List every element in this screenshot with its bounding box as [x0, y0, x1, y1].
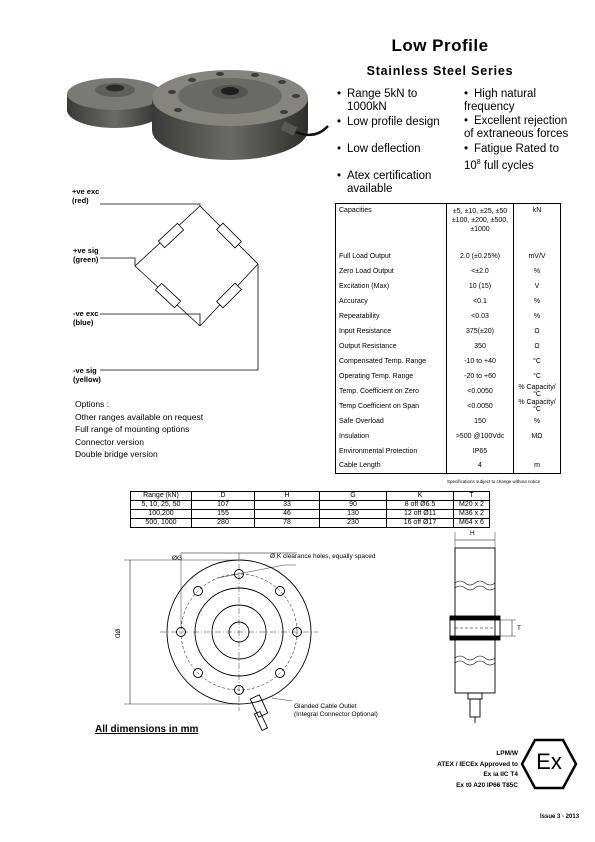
spec-unit: %: [514, 294, 561, 309]
spec-label: Excitation (Max): [336, 279, 447, 294]
spec-label: Cable Length: [336, 459, 447, 474]
page-title: Low Profile: [391, 36, 489, 55]
table-row: [336, 399, 561, 414]
spec-value: <±2.0: [447, 264, 514, 279]
spec-label: Compensated Temp. Range: [336, 354, 447, 369]
column-header: T: [454, 492, 490, 501]
spec-value: <0.1: [447, 294, 514, 309]
spec-note: Specifications subject to change without notice: [447, 479, 541, 484]
dimensions-note: All dimensions in mm: [95, 724, 199, 735]
spec-label: Accuracy: [336, 294, 447, 309]
table-row: [131, 501, 490, 510]
table-row: [336, 279, 561, 294]
spec-label: Insulation: [336, 429, 447, 444]
bullet-icon: •: [337, 116, 342, 128]
table-row: [336, 264, 561, 279]
h-label: H: [470, 530, 475, 537]
options-heading: Options :: [75, 399, 110, 409]
spec-value: <0.0050: [447, 384, 514, 399]
feature-item: • Atex certification available: [337, 170, 432, 195]
cert-line: Ex t0 A20 IP66 T85C: [456, 781, 518, 789]
spec-unit: V: [514, 279, 561, 294]
spec-value: ±5, ±10, ±25, ±50 ±100, ±200, ±500, ±1000: [447, 204, 514, 249]
k-holes-note: Ø K clearance holes, equally spaced: [270, 553, 376, 560]
table-row: [336, 354, 561, 369]
bullet-icon: •: [337, 170, 342, 182]
spec-table: [335, 203, 561, 474]
table-row: [336, 459, 561, 474]
table-row: [336, 324, 561, 339]
table-row: [336, 249, 561, 264]
table-cell: 155: [192, 510, 255, 519]
table-cell: 12 off Ø11: [387, 510, 454, 519]
table-row: [131, 510, 490, 519]
issue-footer: Issue 3 - 2013: [540, 814, 580, 820]
spec-unit: Ω: [514, 324, 561, 339]
spec-value: 150: [447, 414, 514, 429]
cable-outlet-note: Glanded Cable Outlet (Integral Connector Optional): [294, 703, 378, 718]
spec-value: -10 to +40: [447, 354, 514, 369]
wire-label-neg-sig: -ve sig (yellow): [73, 366, 101, 384]
feature-item: • Fatigue Rated to $10^8$ full cycles: [464, 143, 560, 172]
spec-unit: mV/V: [514, 249, 561, 264]
spec-value: -20 to +60: [447, 369, 514, 384]
table-cell: 46: [255, 510, 320, 519]
spec-value: <0.0050: [447, 399, 514, 414]
spec-label: Operating Temp. Range: [336, 369, 447, 384]
spec-value: <0.03: [447, 309, 514, 324]
dimension-table: [130, 491, 490, 528]
spec-unit: [514, 444, 561, 459]
option-item: Other ranges available on request: [75, 411, 204, 422]
spec-unit: MΩ: [514, 429, 561, 444]
spec-value: 4: [447, 459, 514, 474]
cert-line: ATEX / IECEx Approved to: [437, 760, 518, 768]
table-row: [336, 204, 561, 249]
table-row: [336, 444, 561, 459]
spec-unit: %: [514, 309, 561, 324]
feature-item: • Low deflection: [337, 143, 421, 155]
feature-list-right: [464, 88, 589, 173]
feature-item: • Excellent rejection of extraneous forces: [464, 115, 569, 140]
table-row: [336, 384, 561, 399]
bullet-icon: •: [464, 143, 469, 155]
spec-unit: °C: [514, 369, 561, 384]
wire-label-pos-sig: +ve sig (green): [73, 246, 99, 264]
table-cell: 107: [192, 501, 255, 510]
spec-label: Full Load Output: [336, 249, 447, 264]
table-cell: 78: [255, 519, 320, 528]
wire-label-pos-exc: +ve exc (red): [72, 187, 100, 205]
table-row: [336, 309, 561, 324]
bullet-icon: •: [337, 143, 342, 155]
column-header: D: [192, 492, 255, 501]
spec-label: Repeatability: [336, 309, 447, 324]
spec-unit: %: [514, 264, 561, 279]
spec-unit: kN: [514, 204, 561, 249]
spec-value: 2.0 (±0.25%): [447, 249, 514, 264]
spec-label: Capacities: [336, 204, 447, 249]
spec-label: Output Resistance: [336, 339, 447, 354]
wire-label-neg-exc: -ve exc (blue): [73, 309, 99, 327]
cert-line: LPM/W: [496, 750, 518, 757]
spec-unit: % Capacity/°C: [514, 384, 561, 399]
table-cell: M36 x 2: [454, 510, 490, 519]
table-row: [336, 414, 561, 429]
spec-unit: Ω: [514, 339, 561, 354]
option-item: Double bridge version: [75, 449, 158, 459]
column-header: K: [387, 492, 454, 501]
spec-value: 375(±20): [447, 324, 514, 339]
table-row: [336, 339, 561, 354]
spec-unit: °C: [514, 354, 561, 369]
bullet-icon: •: [337, 88, 342, 100]
table-cell: 8 off Ø6.5: [387, 501, 454, 510]
table-cell: 90: [320, 501, 387, 510]
table-cell: 130: [320, 510, 387, 519]
table-row: [336, 369, 561, 384]
plan-view-drawing: [110, 548, 320, 738]
spec-value: 10 (15): [447, 279, 514, 294]
table-cell: 230: [320, 519, 387, 528]
spec-label: Input Resistance: [336, 324, 447, 339]
table-cell: 280: [192, 519, 255, 528]
spec-value: 350: [447, 339, 514, 354]
table-header-row: [131, 492, 490, 501]
option-item: Connector version: [75, 436, 144, 447]
table-row: [131, 519, 490, 528]
table-cell: 16 off Ø17: [387, 519, 454, 528]
cert-line: Ex ia IIC T4: [483, 771, 518, 778]
bullet-icon: •: [464, 88, 469, 100]
spec-label: Temp Coefficient on Span: [336, 399, 447, 414]
side-view-drawing: [430, 528, 530, 723]
od-label: ØD: [113, 628, 121, 639]
certification-block: [380, 749, 518, 791]
table-cell: 100,200: [131, 510, 192, 519]
table-row: [336, 294, 561, 309]
table-row: [336, 429, 561, 444]
spec-unit: %: [514, 414, 561, 429]
table-cell: M20 x 2: [454, 501, 490, 510]
options-section: [75, 398, 203, 461]
spec-value: IP65: [447, 444, 514, 459]
option-item: Full range of mounting options: [75, 424, 190, 434]
table-cell: 33: [255, 501, 320, 510]
atex-ex-symbol: Ex: [536, 749, 562, 774]
table-cell: 500, 1000: [131, 519, 192, 528]
spec-label: Zero Load Output: [336, 264, 447, 279]
spec-unit: m: [514, 459, 561, 474]
bullet-icon: •: [464, 115, 469, 127]
wiring-diagram: [70, 180, 270, 390]
table-cell: M64 x 6: [454, 519, 490, 528]
spec-unit: % Capacity/°C: [514, 399, 561, 414]
column-header: Range (kN): [131, 492, 192, 501]
column-header: G: [320, 492, 387, 501]
feature-item: • Low profile design: [337, 116, 440, 128]
column-header: H: [255, 492, 320, 501]
spec-label: Safe Overload: [336, 414, 447, 429]
og-label: ØG: [172, 555, 183, 562]
feature-item: • Range 5kN to 1000kN: [337, 88, 418, 113]
feature-item: • High natural frequency: [464, 88, 537, 113]
spec-label: Environmental Protection: [336, 444, 447, 459]
feature-list-left: [337, 88, 462, 196]
product-photo: [60, 62, 330, 172]
page-subtitle: Stainless Steel Series: [366, 64, 514, 78]
t-label: T: [517, 625, 521, 632]
spec-value: >500 @100Vdc: [447, 429, 514, 444]
spec-label: Temp. Coefficient on Zero: [336, 384, 447, 399]
table-cell: 5, 10, 25, 50: [131, 501, 192, 510]
